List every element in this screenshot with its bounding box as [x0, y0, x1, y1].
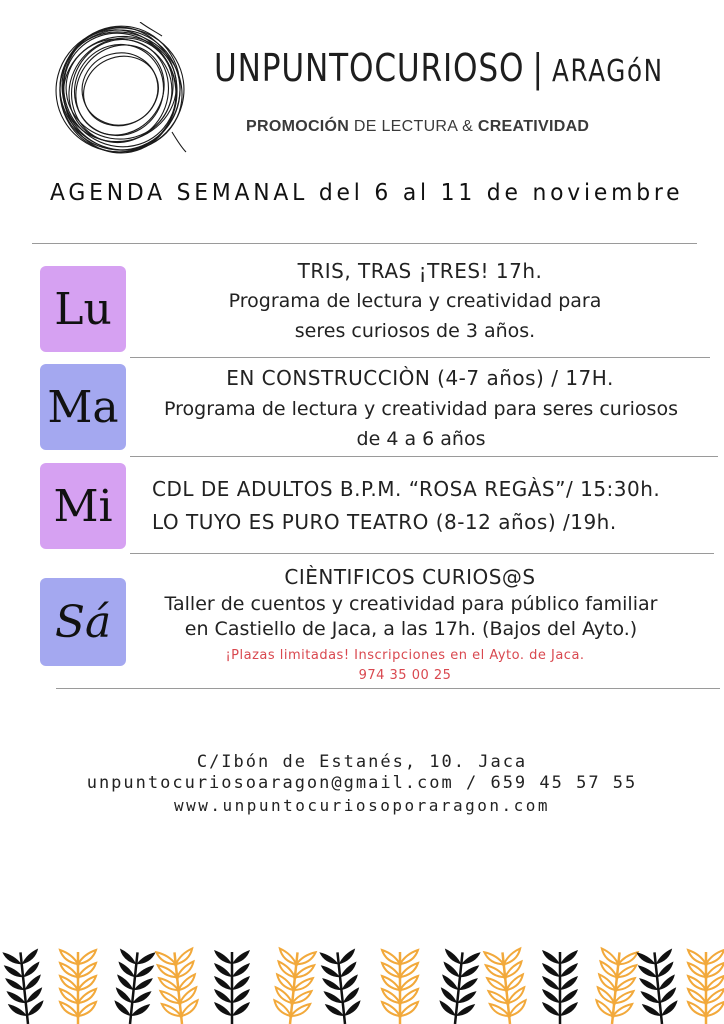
leaf-branch-icon	[484, 949, 528, 1024]
day-badge-wednesday	[40, 463, 126, 549]
leaf-branch-icon	[2, 949, 46, 1024]
brand-region: ARAGóN	[552, 54, 664, 89]
contact-address: C/Ibón de Estanés, 10. Jaca	[196, 752, 528, 772]
event-description: en Castiello de Jaca, a las 17h. (Bajos del Ayto.)	[184, 618, 638, 640]
contact-website: www.unpuntocuriosoporaragon.com	[173, 796, 551, 815]
event-description: Programa de lectura y creatividad para	[228, 290, 602, 312]
event-title: EN CONSTRUCCIÒN (4-7 años) / 17H.	[226, 366, 614, 390]
leaf-branch-border-icon	[0, 938, 724, 1024]
leaf-branch-icon	[542, 950, 578, 1024]
leaf-branch-icon	[382, 950, 418, 1024]
brand-title	[214, 46, 664, 90]
event-title: LO TUYO ES PURO TEATRO (8-12 años) /19h.	[152, 510, 617, 534]
leaf-branch-icon	[272, 949, 316, 1024]
event-phone: 974 35 00 25	[358, 668, 452, 683]
scribble-circle-logo-icon	[52, 22, 188, 156]
day-badge-monday	[40, 266, 126, 352]
event-note: ¡Plazas limitadas! Inscripciones en el Ayto. de Jaca.	[225, 648, 585, 663]
leaf-branch-icon	[112, 949, 156, 1024]
leaf-branch-icon	[636, 949, 680, 1024]
leaf-branch-icon	[214, 950, 250, 1024]
tagline-bold-promocion: PROMOCIÓN	[246, 118, 350, 135]
leaf-branch-icon	[60, 950, 96, 1024]
leaf-branch-icon	[594, 949, 638, 1024]
day-abbr: Ma	[47, 381, 119, 433]
event-title: CDL DE ADULTOS B.P.M. “ROSA REGÀS”/ 15:30h.	[152, 477, 661, 501]
brand-separator: |	[532, 46, 544, 90]
event-title: TRIS, TRAS ¡TRES! 17h.	[297, 259, 543, 283]
agenda-title: AGENDA SEMANAL del 6 al 11 de noviembre	[50, 180, 684, 206]
day-badge-tuesday	[40, 364, 126, 450]
divider	[130, 553, 714, 554]
brand-name: UNPUNTOCURIOSO	[214, 46, 525, 90]
tagline-bold-creatividad: CREATIVIDAD	[477, 118, 590, 135]
day-abbr: Sá	[54, 596, 112, 648]
divider	[130, 357, 710, 358]
event-description: Programa de lectura y creatividad para seres curiosos	[164, 398, 678, 420]
leaf-branch-icon	[156, 949, 200, 1024]
leaf-branch-icon	[437, 949, 481, 1024]
leaf-branch-icon	[319, 949, 363, 1024]
tagline	[246, 118, 589, 136]
divider	[32, 243, 697, 244]
event-description: Taller de cuentos y creatividad para público familiar	[164, 593, 658, 615]
contact-email-phone: unpuntocuriosoaragon@gmail.com / 659 45 57 55	[86, 773, 638, 793]
day-abbr: Lu	[54, 283, 112, 335]
event-title: CIÈNTIFICOS CURIOS@S	[284, 565, 536, 589]
event-description: de 4 a 6 años	[356, 428, 486, 450]
event-description: seres curiosos de 3 años.	[294, 320, 536, 342]
day-abbr: Mi	[53, 480, 113, 532]
divider	[56, 688, 720, 689]
leaf-branch-icon	[688, 950, 724, 1024]
divider	[130, 456, 718, 457]
day-badge-saturday	[40, 578, 126, 666]
tagline-middle: DE LECTURA &	[349, 118, 478, 135]
